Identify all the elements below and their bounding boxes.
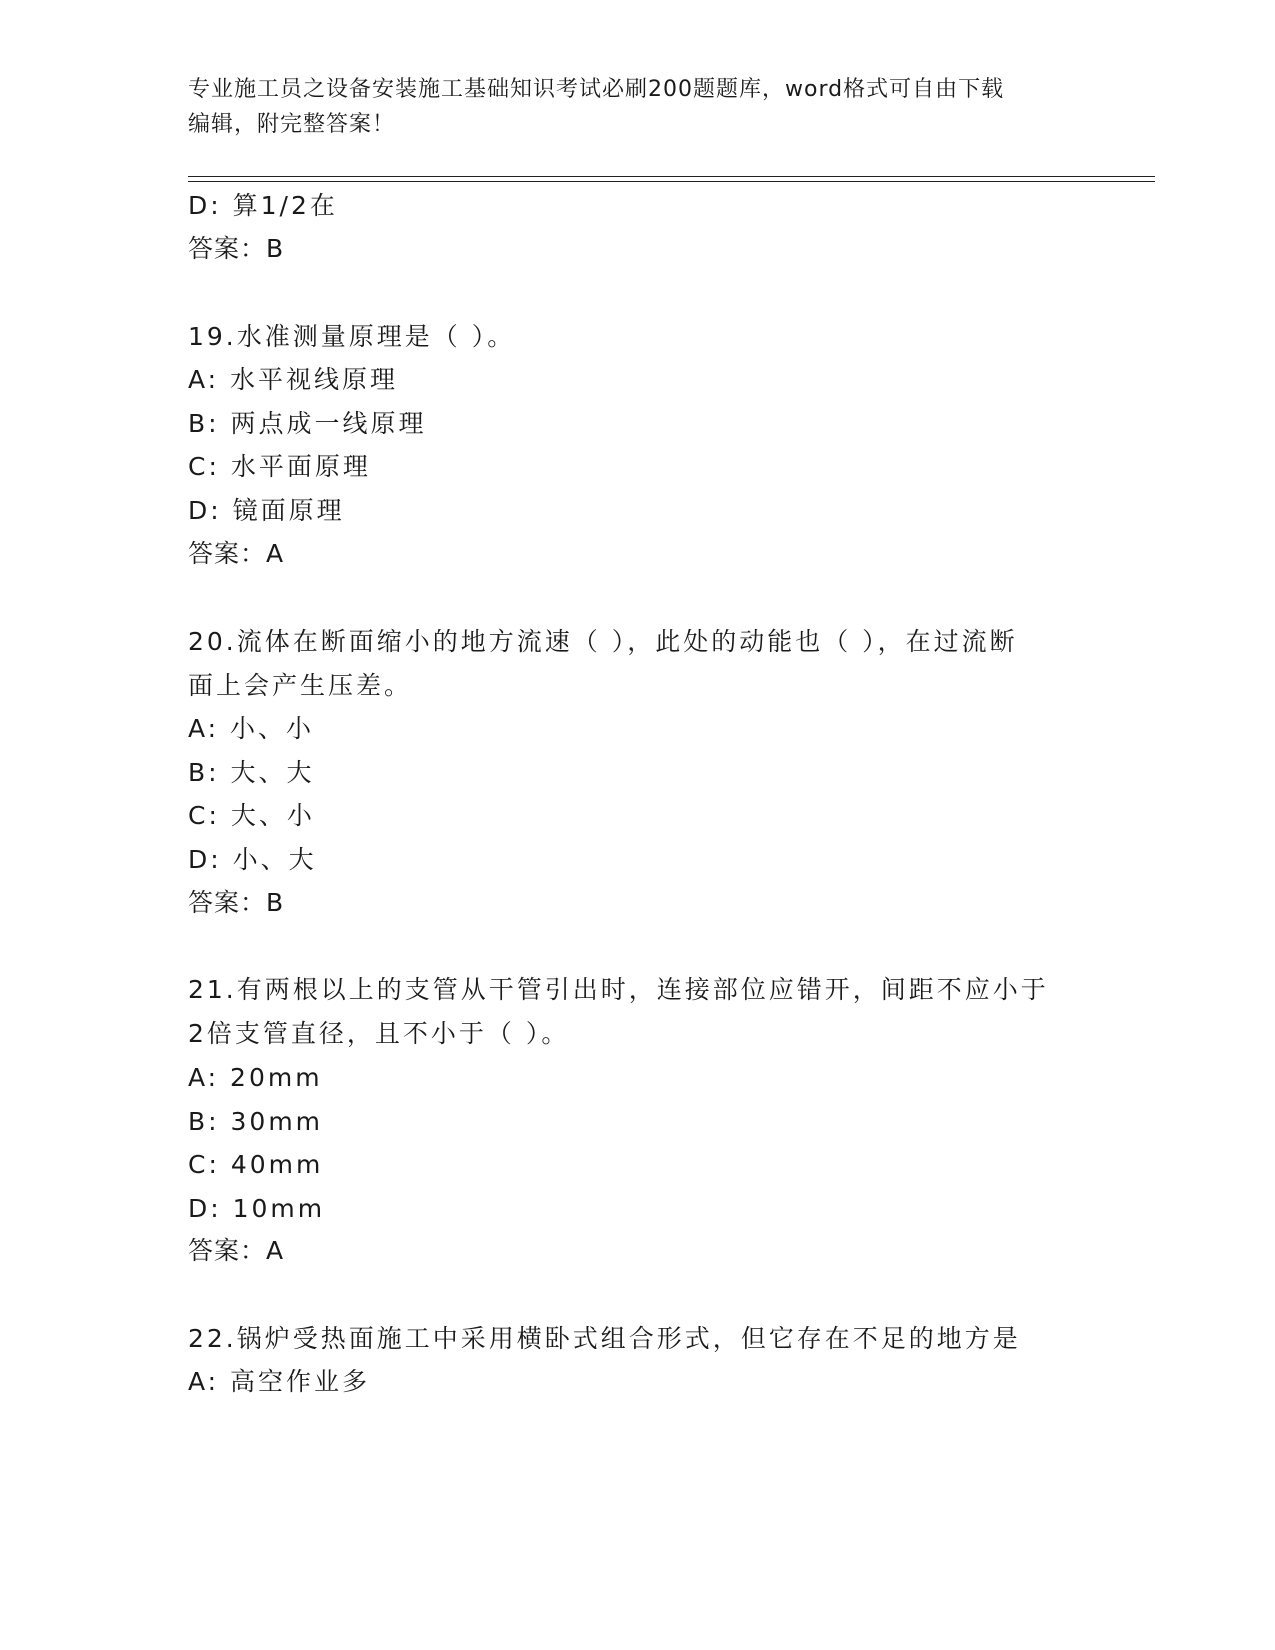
prev-answer: 答案：B: [188, 234, 285, 263]
q20-stem-line-1: 20.流体在断面缩小的地方流速（ ），此处的动能也（ ），在过流断: [188, 627, 1018, 656]
q20-answer: 答案：B: [188, 888, 285, 917]
header-line-2: 编辑，附完整答案！: [188, 112, 396, 137]
q19-answer: 答案：A: [188, 539, 285, 568]
document-header: [188, 72, 1068, 142]
q20-option-a: A: 小、小: [188, 714, 315, 743]
header-divider-top: [188, 176, 1155, 177]
q20-stem-line-2: 面上会产生压差。: [188, 671, 413, 700]
q19-option-d: D: 镜面原理: [188, 496, 345, 525]
header-line-1: 专业施工员之设备安装施工基础知识考试必刷200题题库，word格式可自由下载: [188, 77, 1005, 102]
q20-option-b: B: 大、大: [188, 758, 315, 787]
q20-option-c: C: 大、小: [188, 801, 315, 830]
q19-stem: 19.水准测量原理是（ ）。: [188, 322, 516, 351]
header-divider-bottom: [188, 181, 1155, 182]
q21-option-d: D: 10mm: [188, 1194, 326, 1223]
q21-answer: 答案：A: [188, 1236, 285, 1265]
q19-option-b: B: 两点成一线原理: [188, 409, 427, 438]
q21-option-a: A: 20mm: [188, 1063, 323, 1092]
prev-option-d: D: 算1/2在: [188, 191, 338, 220]
q21-option-b: B: 30mm: [188, 1107, 324, 1136]
q21-option-c: C: 40mm: [188, 1150, 324, 1179]
q19-option-a: A: 水平视线原理: [188, 365, 399, 394]
q22-stem: 22.锅炉受热面施工中采用横卧式组合形式，但它存在不足的地方是: [188, 1324, 1021, 1353]
q22-option-a: A: 高空作业多: [188, 1367, 371, 1396]
q20-option-d: D: 小、大: [188, 845, 317, 874]
q19-option-c: C: 水平面原理: [188, 452, 371, 481]
q21-stem-line-1: 21.有两根以上的支管从干管引出时，连接部位应错开，间距不应小于: [188, 975, 1049, 1004]
q21-stem-line-2: 2倍支管直径，且不小于（ ）。: [188, 1019, 570, 1048]
